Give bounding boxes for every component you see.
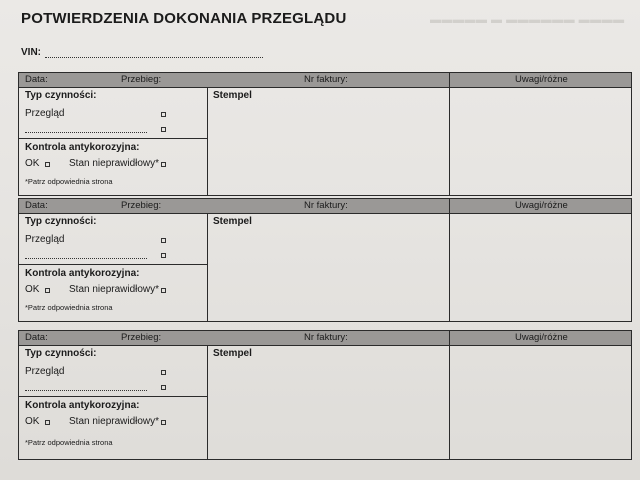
abnormal-label: Stan nieprawidłowy*: [69, 416, 160, 427]
footnote: *Patrz odpowiednia strona: [25, 303, 113, 312]
remarks-label: Uwagi/różne: [515, 200, 568, 211]
header-divider: [449, 199, 450, 213]
service-type-panel: [19, 346, 208, 459]
other-service-checkbox[interactable]: [161, 385, 166, 390]
other-service-checkbox[interactable]: [161, 253, 166, 258]
service-record-block: [18, 198, 632, 322]
ok-checkbox[interactable]: [45, 420, 50, 425]
page-title: POTWIERDZENIA DOKONANIA PRZEGLĄDU: [21, 10, 347, 27]
invoice-number-label: Nr faktury:: [304, 74, 348, 85]
stamp-label: Stempel: [213, 90, 252, 101]
header-divider: [449, 73, 450, 87]
block-header: [19, 199, 631, 214]
ok-label: OK: [25, 416, 40, 427]
inspection-label: Przegląd: [25, 234, 65, 245]
remarks-divider: [449, 214, 450, 321]
inspection-checkbox[interactable]: [161, 112, 166, 117]
date-label: Data:: [25, 332, 48, 343]
other-service-field[interactable]: [25, 390, 147, 391]
inspection-label: Przegląd: [25, 366, 65, 377]
block-header: [19, 73, 631, 88]
inspection-label: Przegląd: [25, 108, 65, 119]
inspection-checkbox[interactable]: [161, 370, 166, 375]
footnote: *Patrz odpowiednia strona: [25, 177, 113, 186]
service-record-block: [18, 330, 632, 460]
stamp-label: Stempel: [213, 216, 252, 227]
abnormal-checkbox[interactable]: [161, 288, 166, 293]
bleed-through-text: ▬▬▬▬▬ ▬ ▬▬▬▬▬▬ ▬▬▬▬: [430, 14, 625, 26]
abnormal-label: Stan nieprawidłowy*: [69, 158, 160, 169]
block-header: [19, 331, 631, 346]
abnormal-checkbox[interactable]: [161, 420, 166, 425]
service-type-label: Typ czynności:: [25, 348, 97, 359]
anticorrosion-label: Kontrola antykorozyjna:: [25, 142, 140, 153]
header-divider: [449, 331, 450, 345]
other-service-checkbox[interactable]: [161, 127, 166, 132]
service-type-panel: [19, 88, 208, 195]
abnormal-checkbox[interactable]: [161, 162, 166, 167]
service-type-label: Typ czynności:: [25, 216, 97, 227]
section-divider: [19, 396, 207, 397]
other-service-field[interactable]: [25, 132, 147, 133]
remarks-divider: [449, 346, 450, 459]
abnormal-label: Stan nieprawidłowy*: [69, 284, 160, 295]
mileage-label: Przebieg:: [121, 74, 162, 85]
remarks-label: Uwagi/różne: [515, 332, 568, 343]
section-divider: [19, 138, 207, 139]
stamp-label: Stempel: [213, 348, 252, 359]
other-service-field[interactable]: [25, 258, 147, 259]
mileage-label: Przebieg:: [121, 332, 162, 343]
remarks-divider: [449, 88, 450, 195]
vin-field[interactable]: [45, 57, 263, 58]
invoice-number-label: Nr faktury:: [304, 200, 348, 211]
ok-checkbox[interactable]: [45, 288, 50, 293]
anticorrosion-label: Kontrola antykorozyjna:: [25, 400, 140, 411]
section-divider: [19, 264, 207, 265]
ok-label: OK: [25, 284, 40, 295]
ok-checkbox[interactable]: [45, 162, 50, 167]
anticorrosion-label: Kontrola antykorozyjna:: [25, 268, 140, 279]
inspection-checkbox[interactable]: [161, 238, 166, 243]
service-type-panel: [19, 214, 208, 321]
footnote: *Patrz odpowiednia strona: [25, 438, 113, 447]
date-label: Data:: [25, 74, 48, 85]
invoice-number-label: Nr faktury:: [304, 332, 348, 343]
ok-label: OK: [25, 158, 40, 169]
service-type-label: Typ czynności:: [25, 90, 97, 101]
mileage-label: Przebieg:: [121, 200, 162, 211]
service-record-block: [18, 72, 632, 196]
remarks-label: Uwagi/różne: [515, 74, 568, 85]
vin-label: VIN:: [21, 47, 41, 58]
date-label: Data:: [25, 200, 48, 211]
